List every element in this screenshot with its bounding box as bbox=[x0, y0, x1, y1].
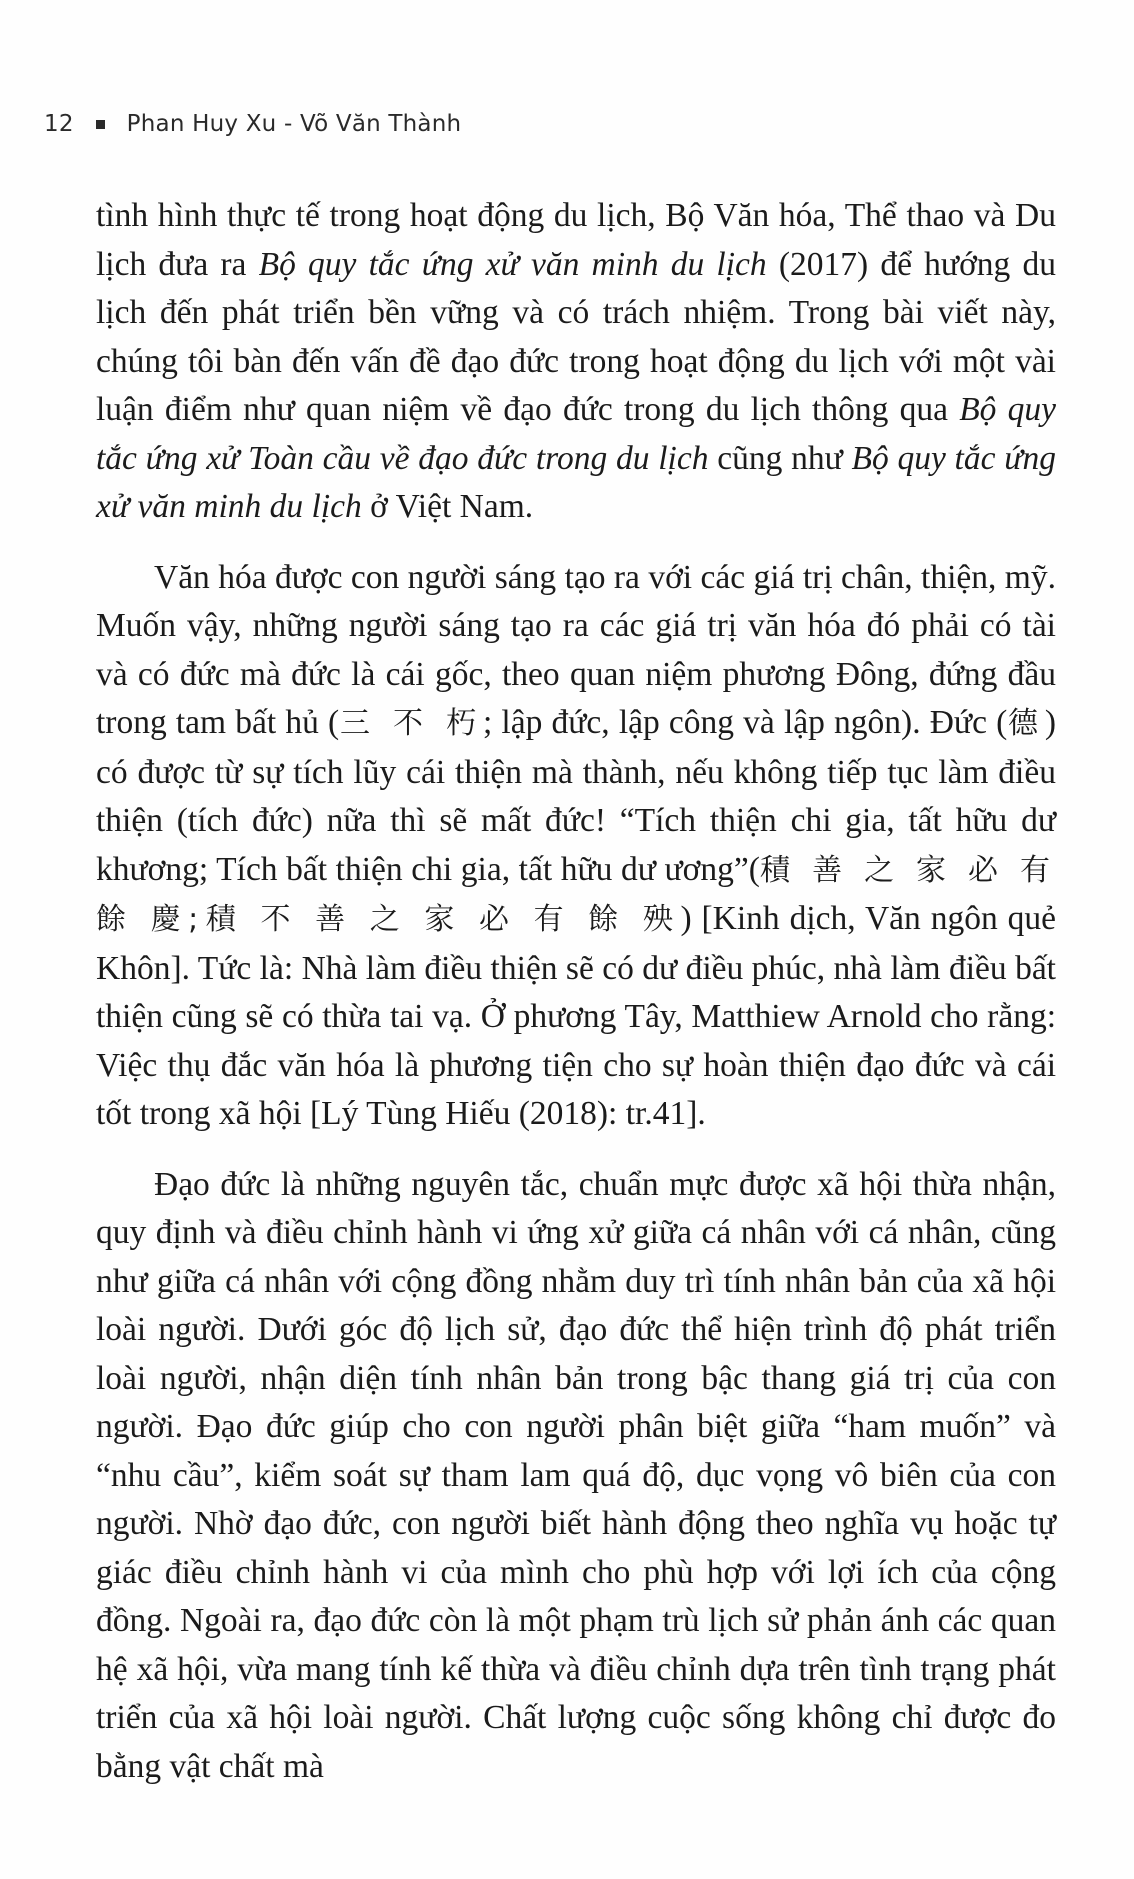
paragraph-1-text-d: ở Việt Nam. bbox=[361, 488, 534, 525]
paragraph-1-title-b: Bộ quy tắc ứng xử Toàn cầu về đạo đức trong du lịch bbox=[96, 391, 1056, 477]
paragraph-3: Đạo đức là những nguyên tắc, chuẩn mực được xã hội thừa nhận, quy định và điều chỉnh hành vi ứng xử giữa cá nhân với cá nhân, cũng như giữa cá nhân với cộng đồng nhằm duy trì tính nhân bản của xã hội loài người. Dưới góc độ lịch sử, đạo đức thể hiện trình độ phát triển loài người, nhận diện tính nhân bản trong bậc thang giá trị của con người. Đạo đức giúp cho con người phân biệt giữa “ham muốn” và “nhu cầu”, kiểm soát sự tham lam quá độ, dục vọng vô biên của con người. Nhờ đạo đức, con người biết hành động theo nghĩa vụ hoặc tự giác điều chỉnh hành vi của mình cho phù hợp với lợi ích của cộng đồng. Ngoài ra, đạo đức còn là một phạm trù lịch sử phản ánh các quan hệ xã hội, vừa mang tính kế thừa và điều chỉnh dựa trên tình trạng phát triển của xã hội loài người. Chất lượng cuộc sống không chỉ được đo bằng vật chất mà bbox=[96, 1165, 1056, 1785]
running-header bbox=[44, 104, 461, 144]
paragraph-2-text-d: ) [Kinh dịch, Văn ngôn quẻ Khôn]. Tức là: Nhà làm điều thiện sẽ có dư điều phúc, nhà làm điều bất thiện cũng sẽ có thừa tai vạ. Ở phương Tây, Matthiew Arnold cho rằng: Việc thụ đắc văn hóa là phương tiện cho sự hoàn thiện đạo đức và cái tốt trong xã hội [Lý Tùng Hiếu (2018): tr.41]. bbox=[96, 900, 1056, 1132]
text-body bbox=[96, 192, 1056, 1791]
page-number: 12 bbox=[44, 111, 74, 137]
square-bullet-icon bbox=[96, 120, 105, 129]
paragraph-1-text-a: tình hình thực tế trong hoạt động du lịch, Bộ Văn hóa, Thể thao và Du lịch đưa ra bbox=[96, 197, 1056, 283]
paragraph-1-text-c: cũng như bbox=[708, 439, 852, 477]
paragraph-1-title-c: Bộ quy tắc ứng xử văn minh du lịch bbox=[96, 439, 1057, 525]
paragraph-1-title-a: Bộ quy tắc ứng xử văn minh du lịch bbox=[258, 245, 767, 283]
paragraph-2-cjk-c: 積 善 之 家 必 有 餘 慶;積 不 善 之 家 必 有 餘 殃 bbox=[96, 852, 1057, 937]
header-authors: Phan Huy Xu - Võ Văn Thành bbox=[126, 111, 462, 137]
paragraph-2-text-a: Văn hóa được con người sáng tạo ra với các giá trị chân, thiện, mỹ. Muốn vậy, những người sáng tạo ra các giá trị văn hóa đó phải có tài và có đức mà đức là cái gốc, theo quan niệm phương Đông, đứng đầu trong tam bất hủ ( bbox=[96, 558, 1056, 741]
paragraph-2-text-c: ) có được từ sự tích lũy cái thiện mà thành, nếu không tiếp tục làm điều thiện (tích đức) nữa thì sẽ mất đức! “Tích thiện chi gia, tất hữu dư khương; Tích bất thiện chi gia, tất hữu dư ương”( bbox=[96, 704, 1056, 888]
paragraph-1-text-b: (2017) để hướng du lịch đến phát triển bền vững và có trách nhiệm. Trong bài viết này, chúng tôi bàn đến vấn đề đạo đức trong hoạt động du lịch với một vài luận điểm như quan niệm về đạo đức trong du lịch thông qua bbox=[96, 245, 1056, 428]
paragraph-2-cjk-b: 德 bbox=[1007, 706, 1045, 741]
paragraph-2 bbox=[96, 554, 1056, 1139]
paragraph-2-text-b: ; lập đức, lập công và lập ngôn). Đức ( bbox=[482, 704, 1008, 741]
paragraph-2-cjk-a: 三 不 朽 bbox=[339, 706, 483, 741]
paragraph-1 bbox=[96, 192, 1056, 532]
